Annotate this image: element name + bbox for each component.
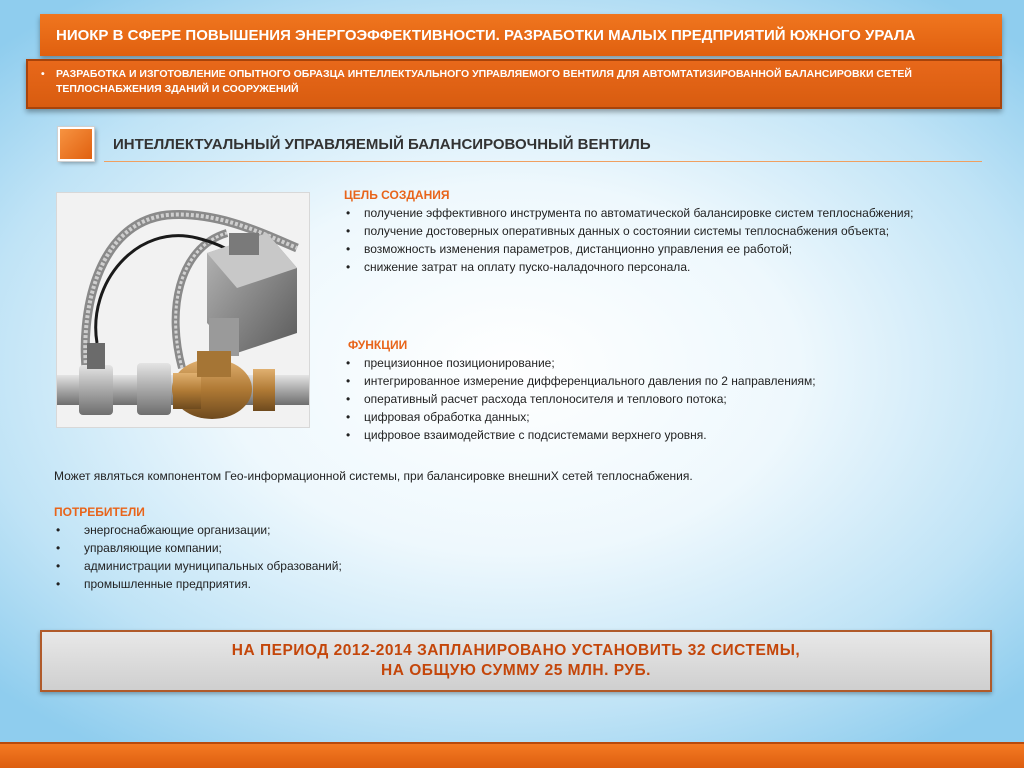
plan-box xyxy=(40,630,992,692)
geo-note: Может являться компонентом Гео-информационной системы, при балансировке внешниХ сетей теплоснабжения. xyxy=(54,469,693,483)
consumers-block xyxy=(54,503,654,593)
header-bar xyxy=(40,14,1002,56)
valve-illustration xyxy=(57,193,309,427)
list-item: • управляющие компании; xyxy=(54,539,654,557)
list-item: • администрации муниципальных образований; xyxy=(54,557,654,575)
valve-photo xyxy=(56,192,310,428)
functions-list xyxy=(344,354,944,444)
goals-block xyxy=(344,186,944,276)
list-item: • промышленные предприятия. xyxy=(54,575,654,593)
project-description: РАЗРАБОТКА И ИЗГОТОВЛЕНИЕ ОПЫТНОГО ОБРАЗЦА ИНТЕЛЛЕКТУАЛЬНОГО УПРАВЛЯЕМОГО ВЕНТИЛЯ ДЛЯ АВТОМТАТИЗИРОВАННОЙ БАЛАНСИРОВКИ СЕТЕЙ ТЕПЛОСНАБЖЕНИЯ ЗДАНИЙ И СООРУЖЕНИЙ xyxy=(56,68,912,95)
list-item: • цифровая обработка данных; xyxy=(344,408,944,426)
list-item: • оперативный расчет расхода теплоносителя и теплового потока; xyxy=(344,390,944,408)
consumers-label: ПОТРЕБИТЕЛИ xyxy=(54,505,145,519)
plan-line-2: НА ОБЩУЮ СУММУ 25 МЛН. РУБ. xyxy=(381,662,651,679)
functions-block xyxy=(344,336,944,444)
title-divider xyxy=(104,161,982,162)
plan-line-1: НА ПЕРИОД 2012-2014 ЗАПЛАНИРОВАНО УСТАНОВИТЬ 32 СИСТЕМЫ, xyxy=(231,642,801,659)
list-item: • прецизионное позиционирование; xyxy=(344,354,944,372)
subheader-bar xyxy=(26,59,1002,109)
list-item: • получение эффективного инструмента по автоматической балансировке систем теплоснабжения; xyxy=(344,204,944,222)
list-item: • возможность изменения параметров, дистанционно управления ее работой; xyxy=(344,240,944,258)
list-item: • интегрированное измерение дифференциального давления по 2 направлениям; xyxy=(344,372,944,390)
goals-label: ЦЕЛЬ СОЗДАНИЯ xyxy=(344,188,450,202)
section-marker-icon xyxy=(58,127,94,161)
section-title: ИНТЕЛЛЕКТУАЛЬНЫЙ УПРАВЛЯЕМЫЙ БАЛАНСИРОВОЧНЫЙ ВЕНТИЛЬ xyxy=(113,136,651,153)
list-item: • цифровое взаимодействие с подсистемами верхнего уровня. xyxy=(344,426,944,444)
list-item: • энергоснабжающие организации; xyxy=(54,521,654,539)
bullet-icon: • xyxy=(41,68,45,80)
functions-label: ФУНКЦИИ xyxy=(348,338,408,352)
slide-title: НИОКР В СФЕРЕ ПОВЫШЕНИЯ ЭНЕРГОЭФФЕКТИВНОСТИ. РАЗРАБОТКИ МАЛЫХ ПРЕДПРИЯТИЙ ЮЖНОГО УРАЛА xyxy=(56,26,916,44)
goals-list xyxy=(344,204,944,276)
list-item: • получение достоверных оперативных данных о состоянии системы теплоснабжения объекта; xyxy=(344,222,944,240)
footer-bar xyxy=(0,742,1024,768)
list-item: • снижение затрат на оплату пуско-наладочного персонала. xyxy=(344,258,944,276)
consumers-list xyxy=(54,521,654,593)
